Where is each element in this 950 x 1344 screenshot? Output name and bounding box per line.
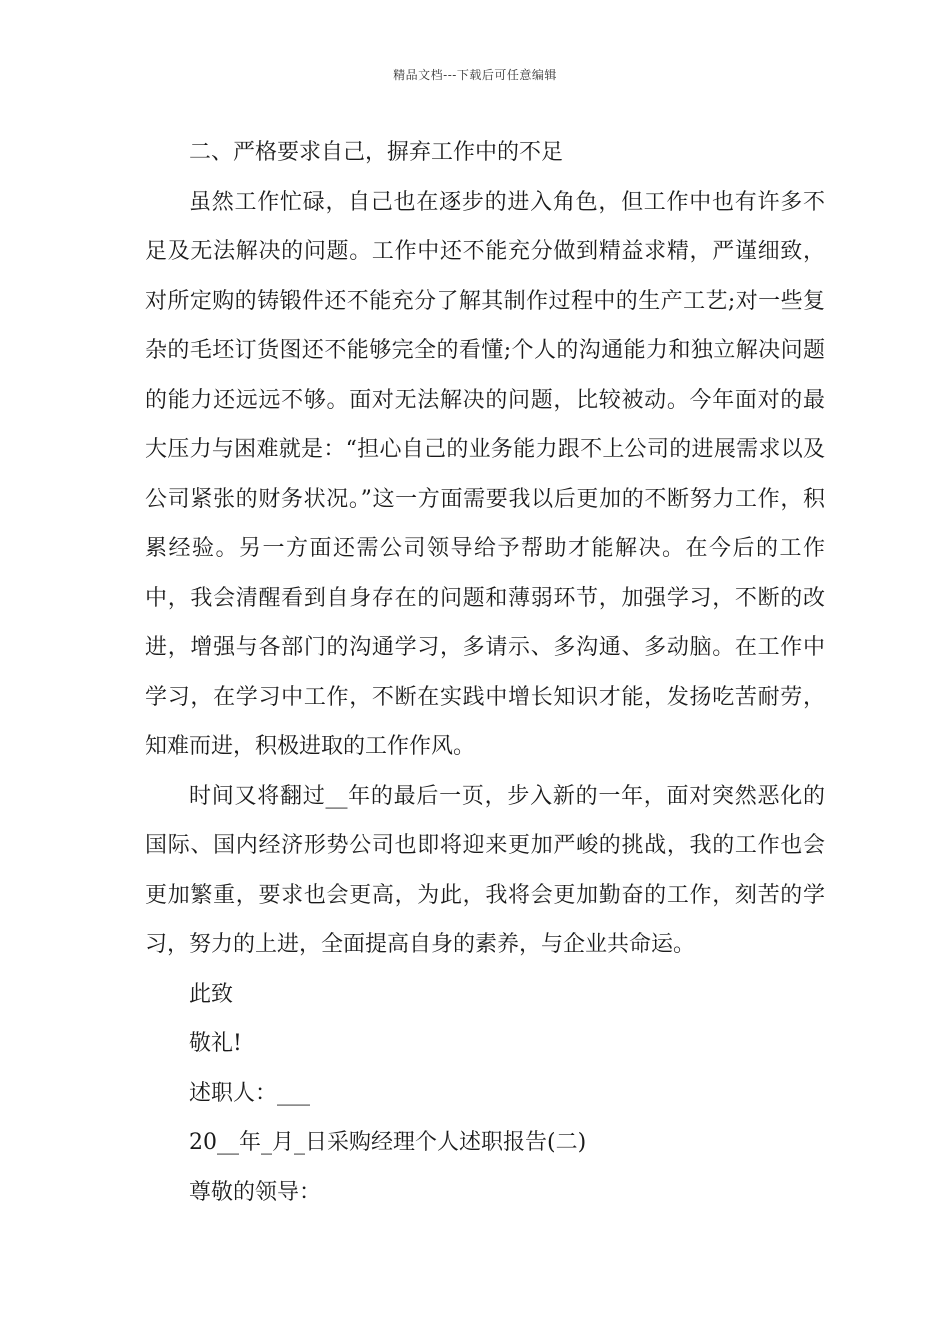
paragraph-outlook: 时间又将翻过__年的最后一页，步入新的一年，面对突然恶化的国际、国内经济形势公司也即将迎来更加严峻的挑战，我的工作也会更加繁重，要求也会更高，为此，我将会更加勤奋的工作，刻苦的学习，努力的上进，全面提高自身的素养，与企业共命运。 xyxy=(145,783,825,957)
closing-line-2: 敬礼! xyxy=(189,1031,242,1056)
closing-line-1: 此致 xyxy=(189,981,234,1007)
paragraph-shortcomings: 虽然工作忙碌，自己也在逐步的进入角色，但工作中也有许多不足及无法解决的问题。工作中还不能充分做到精益求精，严谨细致，对所定购的铸锻件还不能充分了解其制作过程中的生产工艺;对一些复杂的毛坯订货图还不能够完全的看懂;个人的沟通能力和独立解决问题的能力还远远不够。面对无法解决的问题，比较被动。今年面对的最大压力与困难就是：“担心自己的业务能力跟不上公司的进展需求以及公司紧张的财务状况。”这一方面需要我以后更加的不断努力工作，积累经验。另一方面还需公司领导给予帮助才能解决。在今后的工作中，我会清醒看到自身存在的问题和薄弱环节，加强学习，不断的改进，增强与各部门的沟通学习，多请示、多沟通、多动脑。在工作中学习，在学习中工作，不断在实践中增长知识才能，发扬吃苦耐劳，知难而进，积极进取的工作作风。 xyxy=(145,189,825,759)
document-body xyxy=(145,128,825,1217)
salutation: 尊敬的领导： xyxy=(189,1179,322,1205)
section-heading: 二、严格要求自己，摒弃工作中的不足 xyxy=(189,140,564,165)
report-title: 20__年_月_日采购经理个人述职报告(二) xyxy=(189,1130,587,1155)
page-header-watermark: 精品文档---下载后可任意编辑 xyxy=(393,68,557,82)
signature-line: 述职人：___ xyxy=(189,1080,311,1106)
